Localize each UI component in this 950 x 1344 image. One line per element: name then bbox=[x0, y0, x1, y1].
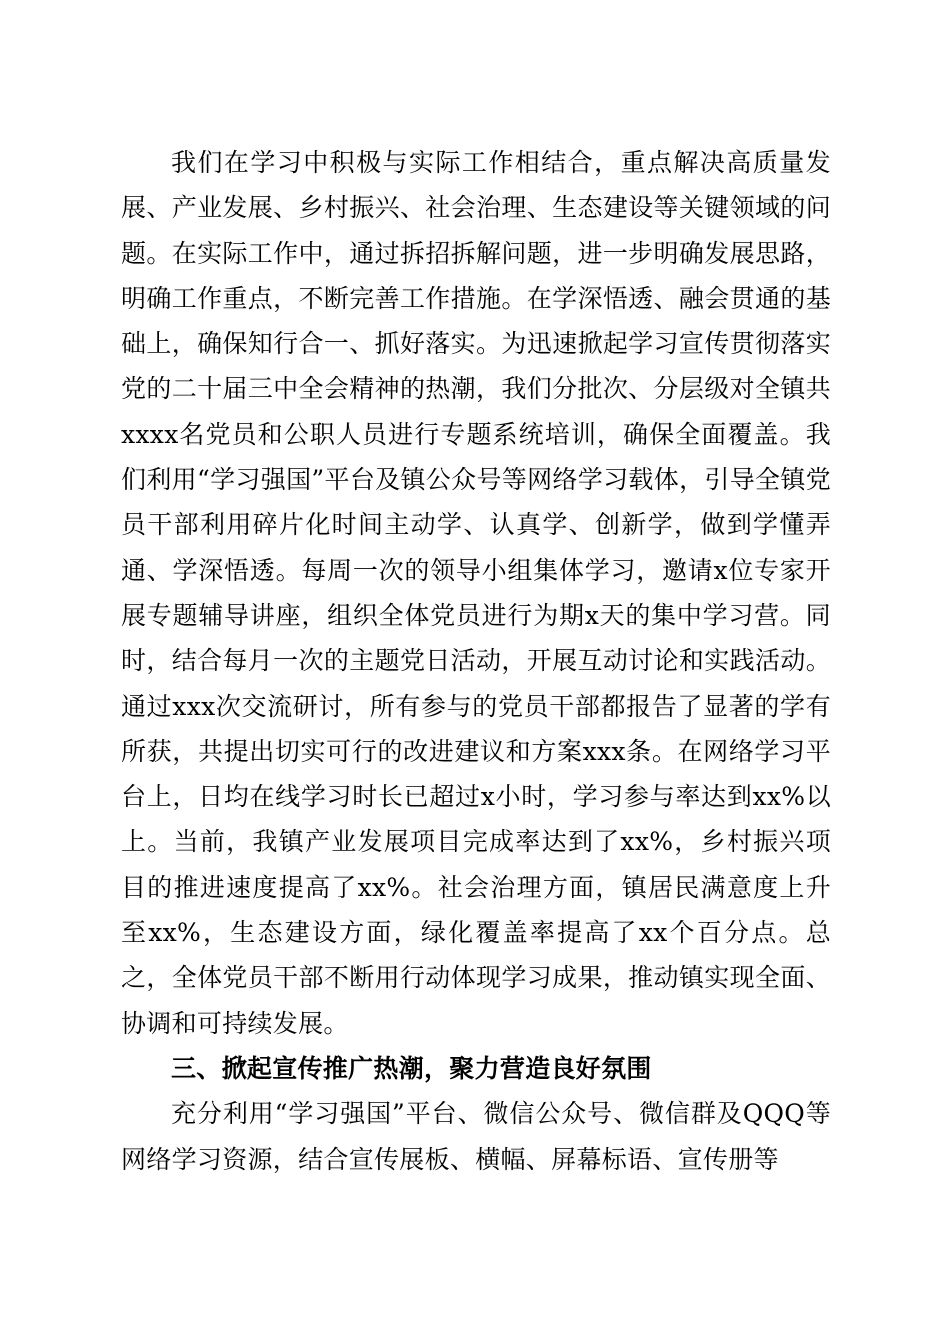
document-body bbox=[121, 140, 831, 1182]
body-paragraph: 充分利用“学习强国”平台、微信公众号、微信群及QQQ等网络学习资源，结合宣传展板、横幅、屏幕标语、宣传册等 bbox=[121, 1099, 831, 1174]
body-paragraph: 我们在学习中积极与实际工作相结合，重点解决高质量发展、产业发展、乡村振兴、社会治理、生态建设等关键领域的问题。在实际工作中，通过拆招拆解问题，进一步明确发展思路，明确工作重点，不断完善工作措施。在学深悟透、融会贯通的基础上，确保知行合一、抓好落实。为迅速掀起学习宣传贯彻落实党的二十届三中全会精神的热潮，我们分批次、分层级对全镇共xxxx名党员和公职人员进行专题系统培训，确保全面覆盖。我们利用“学习强国”平台及镇公众号等网络学习载体，引导全镇党员干部利用碎片化时间主动学、认真学、创新学，做到学懂弄通、学深悟透。每周一次的领导小组集体学习，邀请x位专家开展专题辅导讲座，组织全体党员进行为期x天的集中学习营。同时，结合每月一次的主题党日活动，开展互动讨论和实践活动。通过xxx次交流研讨，所有参与的党员干部都报告了显著的学有所获，共提出切实可行的改进建议和方案xxx条。在网络学习平台上，日均在线学习时长已超过x小时，学习参与率达到xx%以上。当前，我镇产业发展项目完成率达到了xx%，乡村振兴项目的推进速度提高了xx%。社会治理方面，镇居民满意度上升至xx%，生态建设方面，绿化覆盖率提高了xx个百分点。总之，全体党员干部不断用行动体现学习成果，推动镇实现全面、协调和可持续发展。 bbox=[121, 148, 831, 1038]
section-heading: 三、掀起宣传推广热潮，聚力营造良好氛围 bbox=[171, 1053, 652, 1083]
